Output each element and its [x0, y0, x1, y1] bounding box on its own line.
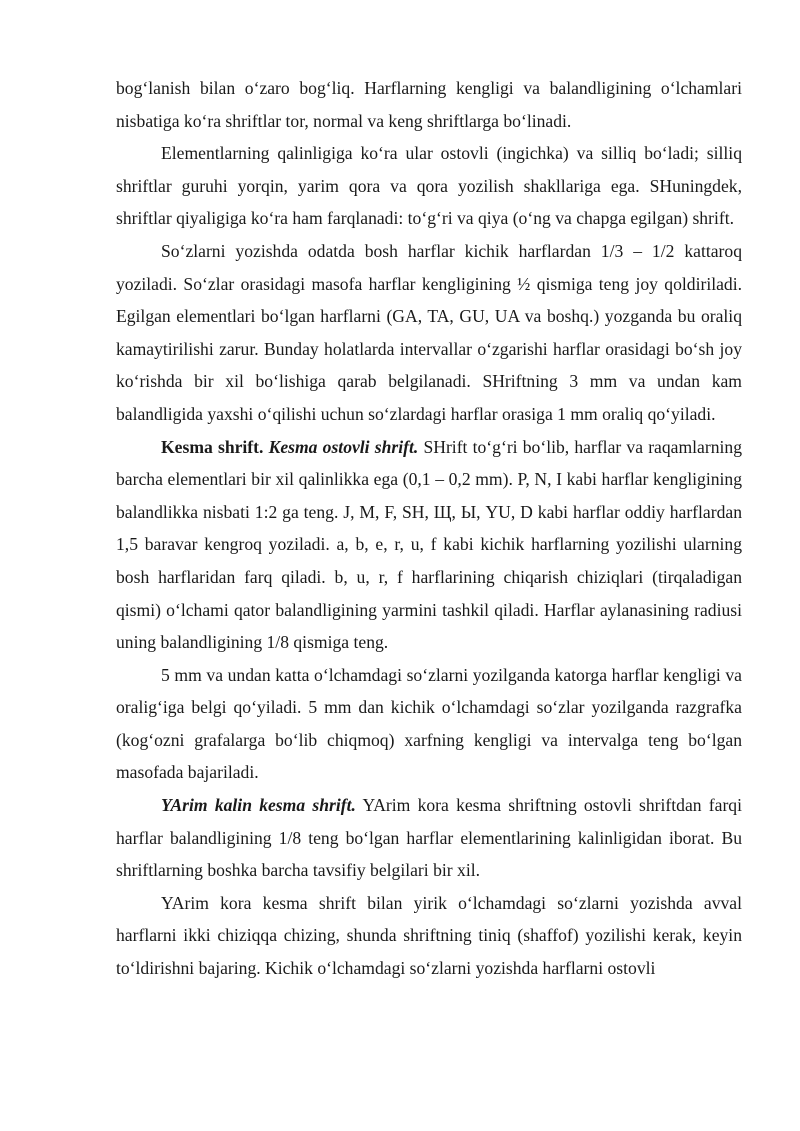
subheading-kesma-ostovli-shrift: Kesma ostovli shrift.: [268, 436, 419, 457]
document-page: [116, 72, 742, 985]
paragraph-2-text: Elementlarning qalinligiga ko‘ra ular ostovli (ingichka) va silliq bo‘ladi; silliq shriftlar guruhi yorqin, yarim qora va qora yozilish shakllariga ega. SHuningdek, shriftlar qiyaligiga ko‘ra ham farqlanadi: to‘g‘ri va qiya (o‘ng va chapga egilgan) shrift.: [116, 143, 742, 229]
paragraph-4-text: SHrift to‘g‘ri bo‘lib, harflar va raqamlarning barcha elementlari bir xil qalinlikka ega (0,1 – 0,2 mm). P, N, I kabi harflar kengligining balandlikka nisbati 1:2 ga teng. J, M, F, SH, Щ, Ы, YU, D kabi harflar oddiy harflardan 1,5 baravar kengroq yoziladi. a, b, e, r, u, f kabi kichik harflarning yozilishi ularning bosh harflaridan farq qiladi. b, u, r, f harflarining chiqarish chiziqlari (tirqaladigan qismi) o‘lchami qator balandligining yarmini tashkil qiladi. Harflar aylanasining radiusi uning balandligining 1/8 qismiga teng.: [116, 436, 742, 653]
paragraph-7-text: YArim kora kesma shrift bilan yirik o‘lchamdagi so‘zlarni yozishda avval harflarni ikki chiziqqa chizing, shunda shriftning tiniq (shaffof) yozilishi kerak, keyin to‘ldirishni bajaring. Kichik o‘lchamdagi so‘zlarni yozishda harflarni ostovli: [116, 892, 742, 979]
paragraph-2: [116, 137, 742, 235]
paragraph-5-text: 5 mm va undan katta o‘lchamdagi so‘zlarni yozilganda katorga harflar kengligi va oralig‘iga belgi qo‘yiladi. 5 mm dan kichik o‘lchamdagi so‘zlar yozilganda razgrafka (kog‘ozni grafalarga bo‘lib chiqmoq) xarfning kengligi va intervalga teng bo‘lgan masofada bajariladi.: [116, 664, 742, 783]
subheading-yarim-kalin-kesma-shrift: YArim kalin kesma shrift.: [161, 795, 356, 816]
paragraph-1: [116, 72, 742, 137]
paragraph-4: [116, 431, 742, 659]
paragraph-5: [116, 659, 742, 789]
paragraph-3-text: So‘zlarni yozishda odatda bosh harflar kichik harflardan 1/3 – 1/2 kattaroq yoziladi. So‘zlar orasidagi masofa harflar kengligining ½ qismiga teng joy qoldiriladi. Egilgan elementlari bo‘lgan harflarni (GA, TA, GU, UA va boshq.) yozganda bu oraliq kamaytirilishi zarur. Bunday holatlarda intervallar o‘zgarishi harflar orasidagi bo‘sh joy ko‘rishda bir xil bo‘lishiga qarab belgilanadi. SHriftning 3 mm va undan kam balandligida yaxshi o‘qilishi uchun so‘zlardagi harflar orasiga 1 mm oraliq qo‘yiladi.: [116, 240, 742, 424]
paragraph-6: [116, 789, 742, 887]
section-heading-kesma-shrift: Kesma shrift.: [161, 436, 269, 457]
paragraph-7: [116, 887, 742, 985]
paragraph-1-text: bog‘lanish bilan o‘zaro bog‘liq. Harflarning kengligi va balandligining o‘lchamlari nisbatiga ko‘ra shriftlar tor, normal va keng shriftlarga bo‘linadi.: [116, 78, 742, 131]
paragraph-3: [116, 235, 742, 431]
paragraph-6-text: YArim kora kesma shriftning ostovli shriftdan farqi harflar balandligining 1/8 teng bo‘lgan harflar elementlarining kalinligidan iborat. Bu shriftlarning boshka barcha tavsifiy belgilari bir xil.: [116, 795, 742, 881]
